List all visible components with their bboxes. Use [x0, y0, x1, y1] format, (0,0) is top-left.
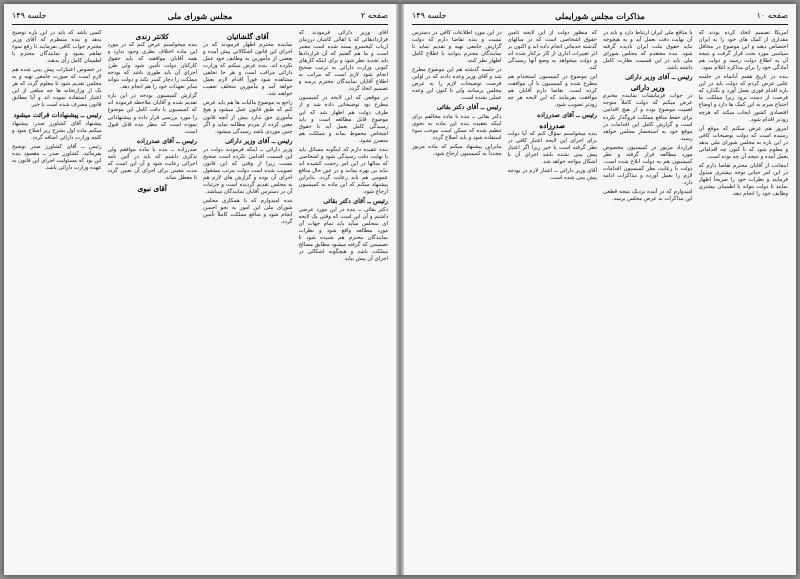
speaker-line: رئیس ــ آقای صدرزاده — [536, 110, 597, 119]
paragraph: آمریکا تصمیم اتخاذ کرده بودند که مقداری از کمک های خود را به ایران اختصاص دهند و این موضوع در محافل سیاسی مورد بحث قرار گرفت و نتیجه آن به اطلاع دولت رسید و دولت هم آمادگی خود را برای مذاکره اعلام نمود. — [698, 30, 788, 72]
right-session-number: جلسه ۱۴۹ — [412, 11, 447, 20]
speaker-line: رئیس ــ آقای وزیر دارائی — [225, 136, 293, 145]
paragraph: امیدوارم که در آینده نزدیک نتیجه قطعی این مذاکرات به عرض مجلس برسد. — [603, 188, 693, 203]
text-column — [508, 30, 598, 569]
text-column — [699, 30, 789, 569]
paragraph: کسی باشد که باید در این باره توضیح بدهد و بنده منتظرم که آقای وزیر محترم جواب کافی بفرمایند تا رفع سوء تفاهم بشود و نمایندگان محترم با اطمینان کامل رأی بدهند. — [12, 30, 102, 65]
open-book — [4, 4, 796, 575]
paragraph: گزارش کمیسیون بودجه در این باره تقدیم شده و آقایان ملاحظه فرموده اند که کمیسیون با دقت کامل این موضوع را مورد بررسی قرار داده و پیشنهاداتی نموده است که بنظر بنده قابل قبول است. — [107, 93, 197, 135]
speaker-line: رئیس ــ آقای دکتر بقائی — [436, 103, 502, 112]
speaker-heading: کلانتر زندی — [135, 32, 169, 41]
paragraph: بنده میخواستم عرض کنم که در مورد این ماده اختلاف نظری وجود ندارد و همه آقایان موافقند که باید حقوق کارکنان دولت تأمین شود ولی طرز اجرای آن باید طوری باشد که بودجه مملکت را دچار کسر نکند و دولت بتواند سایر تعهدات خود را هم انجام دهد. — [107, 42, 197, 91]
speaker-heading: آقای نبوی — [137, 183, 167, 193]
paragraph: دکتر بقائی ــ بنده در این مورد عرضی داشتم و آن این است که وقتی یک لایحه ای بمجلس میآید باید تمام جهات آن مورد مطالعه واقع شود و نظرات نمایندگان محترم هم شنیده شود تا تصمیمی که گرفته میشود مطابق مصالح مملکت باشد و هیچگونه اشکالی در اجرای آن پیش نیاید. — [298, 207, 388, 263]
paragraph: راجع به موضوع مالیات ها هم باید عرض کنم که طبق قانون عمل میشود و هیچ مأموری حق ندارد بیش از آنچه قانون معین کرده از مردم مطالبه نماید و اگر چنین موردی باشد رسیدگی میشود. — [203, 100, 293, 135]
paragraph: که منظور دولت از این لایحه تأمین حقوق اشخاصی است که در سالهای گذشته خدماتی انجام داده اند و اکنون بر اثر تغییرات اداری از کار برکنار شده اند و دولت میخواهد به وضع آنها رسیدگی کند. — [507, 30, 597, 72]
paragraph: بنابراین پیشنهاد میکنم که ماده مزبور مجدداً به کمیسیون ارجاع شود. — [412, 143, 502, 157]
paragraph: امروز هم عرض میکنم که موقع آن رسیده است که دولت توضیحات کافی در این باره به مجلس شورای ملی بدهد و معلوم شود که تا کنون چه اقداماتی بعمل آمده و نتیجه آن چه بوده است. — [698, 125, 788, 160]
paragraph: در موقعی که این لایحه در کمیسیون مطرح بود توضیحاتی داده شد و از طرف دولت هم اظهار شد که این موضوع قابل مطالعه است و باید رسیدگی کامل بعمل آید تا حقوق اشخاص محفوظ بماند و مملکت هم متضرر نشود. — [298, 95, 388, 144]
paragraph: وزیر دارائی ــ اینکه فرمودند دولت در این قسمت اقدامی نکرده است صحیح نیست زیرا از وقتی که این قانون تصویب شده است دولت مرتب مشغول اجرای آن بوده و گزارش های لازم هم به مجلس تقدیم گردیده است و جزئیات آن در دسترس آقایان نمایندگان میباشد. — [203, 146, 293, 195]
paragraph: بنده میخواستم سؤال کنم که آیا دولت برای اجرای این لایحه اعتبار کافی در نظر گرفته است یا خیر زیرا اگر اعتبار پیش بینی نشده باشد اجرای آن با اشکال مواجه خواهد شد. — [507, 130, 597, 165]
left-page-columns — [12, 30, 388, 569]
text-column — [203, 30, 293, 569]
paragraph: صدرزاده ــ بنده با ماده موافقم ولی تذکری داشتم که باید در آئین نامه اجرائی رعایت شود و آن این است که مدت معینی برای اجرای آن تعیین گردد تا معطل نماند. — [107, 146, 197, 181]
paragraph: قرارداد مزبور در کمیسیون مخصوص مورد مطالعه قرار گرفته و نظر کمیسیون هم به دولت ابلاغ شده است. دولت با رعایت نظر کمیسیون اقدامات لازم را بعمل آورده و مذاکرات ادامه دارد. — [603, 144, 693, 186]
paragraph: پیشنهاد آقای کشاورز صدر: پیشنهاد میکنم ماده اول بشرح زیر اصلاح شود و کلمه وزارت دارائی اضافه گردد. — [12, 120, 102, 141]
right-page-columns — [412, 30, 788, 569]
text-column — [299, 30, 389, 569]
speaker-heading: آقای گلشائیان — [226, 32, 269, 41]
speaker-heading: وزیر دارائی — [630, 83, 665, 93]
paragraph: در این مورد اطلاعات کافی در دسترس نیست و بنده تقاضا دارم که دولت گزارش جامعی تهیه و تقدیم نماید تا نمایندگان محترم بتوانند با اطلاع کامل اظهار نظر کنند. — [412, 30, 502, 65]
paragraph: در جواب فرمایشات نماینده محترم عرض میکنم که دولت کاملاً متوجه اهمیت موضوع بوده و از هیچ اقدامی برای حفظ منافع مملکت فروگذار نکرده است و گزارش کامل این اقدامات در موقع خود به استحضار مجلس خواهد رسید. — [603, 93, 693, 142]
text-column — [108, 30, 198, 569]
paragraph: آقای وزیر دارائی فرمودند که قراردادهائی که با اهالی کاشان درزمان ارباب کیخسرو بسته شده است معتبر است و ما هم گفتیم که آن قراردادها باید تجدید نظر شود و برای اینکه کارهای کنونی وزارت دارائی به ترتیب صحیح انجام شود لازم است که مراتب به اطلاع آقایان نمایندگان محترم برسد و تصمیم اتخاذ گردد. — [298, 30, 388, 93]
paragraph: در خصوص اعتبارات پیش بینی شده هم لازم است که صورت جامعی تهیه و به مجلس تقدیم شود تا معلوم گردد که هر یک از وزارتخانه ها چه مبلغی از این اعتبار استفاده نموده اند و آیا مطابق قانون مصرف شده است یا خیر. — [12, 67, 102, 109]
text-column — [603, 30, 693, 569]
book-gutter — [396, 4, 404, 575]
right-page-number: صفحه ۱۰ — [756, 11, 788, 20]
speaker-heading: صدرزاده — [539, 120, 566, 130]
left-page-number: صفحه ۲ — [360, 11, 388, 20]
speaker-line: رئیس ــ پیشنهادات قرائت میشود — [13, 110, 102, 119]
paragraph: آقای وزیر دارائی ــ اعتبار لازم در بودجه پیش بینی شده است. — [507, 167, 597, 181]
left-page-header — [12, 10, 388, 25]
text-column — [412, 30, 502, 569]
paragraph: نماینده محترم اظهار فرمودند که در اجرای این قانون اشکالاتی پیش آمده و بعضی از مأمورین به وظایف خود عمل نکرده اند. بنده عرض میکنم که وزارت دارائی مراقب است و هر جا تخلفی مشاهده شود فوراً اقدام لازم بعمل خواهد آمد و مأمورین متخلف تعقیب خواهند شد. — [203, 42, 293, 98]
paragraph: بنده امیدوارم که با همکاری مجلس شورای ملی این امور به نحو احسن انجام شود و منافع مملکت کاملاً تأمین گردد. — [203, 198, 293, 226]
left-running-title: مجلس شورای ملی — [167, 11, 233, 21]
left-session-number: جلسه ۱۴۹ — [12, 11, 47, 20]
paragraph: رئیس ــ آقای کشاورز صدر توضیح بفرمائید. کشاورز صدر ــ مقصود بنده این بود که مسئولیت اجرای این قانون به عهده وزارت دارائی باشد. — [12, 143, 102, 171]
paragraph: در جلسه گذشته هم این موضوع مطرح شد و آقای وزیر وعده دادند که در اولین فرصت توضیحات لازم را به عرض مجلس برسانند ولی تا کنون این وعده عملی نشده است. — [412, 67, 502, 102]
paragraph: با منافع ملی ایران ارتباط دارد و باید در آن نهایت دقت بعمل آید و به هیچوجه نباید حقوق ملت ایران نادیده گرفته شود. بنده معتقدم که مجلس شورای ملی باید در این قسمت نظارت کامل داشته باشد. — [603, 30, 693, 72]
speaker-line: رئیس ــ آقای وزیر دارائی — [625, 73, 693, 82]
paragraph: اینجانب از آقایان محترم تقاضا دارم که در این امر حیاتی توجه بیشتری مبذول فرمایند و نظرات خود را صریحاً اظهار نمایند تا دولت بتواند با اطمینان بیشتری وظایف خود را انجام دهد. — [698, 162, 788, 198]
speaker-line: رئیس ــ آقای دکتر بقائی — [323, 197, 388, 206]
right-page-header — [412, 10, 788, 25]
left-page — [4, 4, 396, 575]
paragraph: این موضوع در کمیسیون استخدام هم مطرح شده و کمیسیون با آن موافقت کرده است. تقاضا دارم آقایان هم موافقت بفرمایند که این لایحه هر چه زودتر تصویب شود. — [507, 74, 597, 109]
right-running-title: مذاکرات مجلس شورایملی — [555, 11, 645, 21]
right-page — [404, 4, 796, 575]
paragraph: بنده در تاریخ هفتم آبانماه در جلسه علنی عرض کردم که دولت باید در این باره اقدام فوری بعمل آورد و نگذارد که فرصت از دست برود زیرا مملکت ما احتیاج مبرم به این کمک ها دارد و اوضاع اقتصادی کشور ایجاب میکند که هرچه زودتر اقدام شود. — [698, 74, 788, 123]
text-column — [12, 30, 102, 569]
speaker-line: رئیس ــ آقای صدرزاده — [136, 136, 197, 145]
paragraph: بنده عقیده دارم که اینگونه مسائل باید با نهایت دقت رسیدگی شود و اشخاصی که سالها در این امر زحمت کشیده اند نباید بی بهره بمانند و در عین حال منافع عمومی هم باید رعایت گردد. بنابراین پیشنهاد میکنم که این ماده به کمیسیون ارجاع شود. — [298, 146, 388, 196]
paragraph: دکتر بقائی ــ بنده با ماده مخالفم برای اینکه بعقیده بنده این ماده به نحوی تنظیم شده که ممکن است موجب سوء استفاده شود و باید اصلاح گردد. — [412, 113, 502, 141]
